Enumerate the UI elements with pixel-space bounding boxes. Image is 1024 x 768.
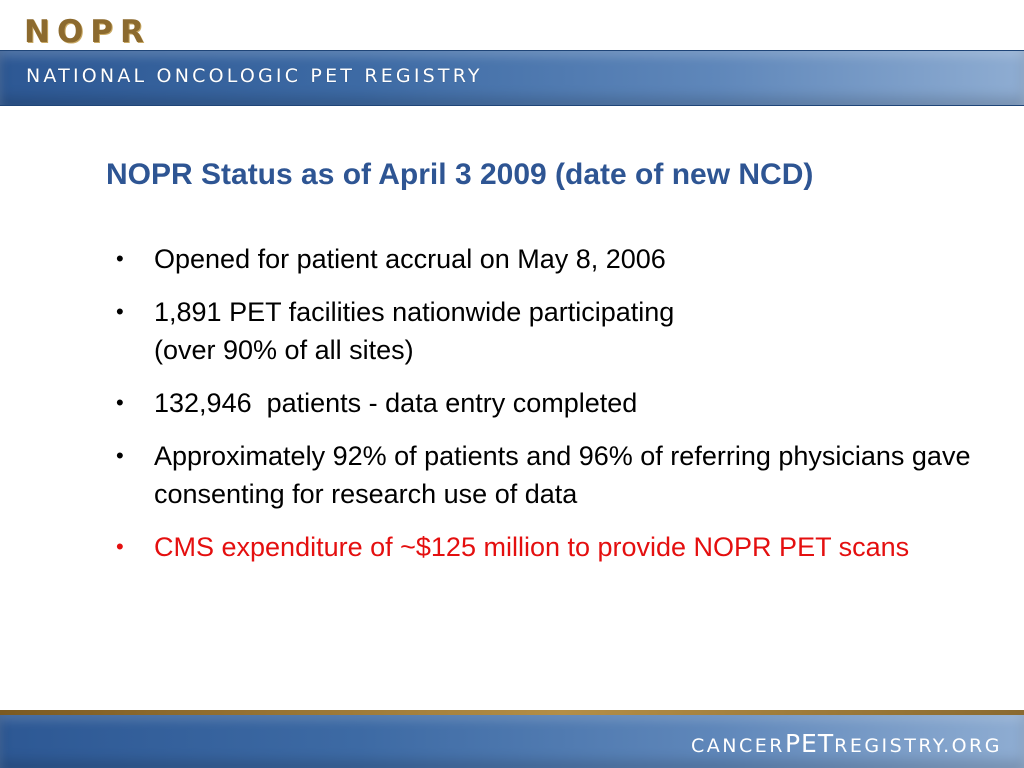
footer-banner <box>0 715 1024 768</box>
bullet-text: 132,946 patients - data entry completed <box>154 388 638 418</box>
bullet-list <box>112 240 992 581</box>
bullet-text: CMS expenditure of ~$125 million to provide NOPR PET scans <box>154 532 910 562</box>
bullet-item-accrual <box>112 240 992 278</box>
slide-title: NOPR Status as of April 3 2009 (date of new NCD) <box>106 158 814 191</box>
bullet-text: 1,891 PET facilities nationwide participating <box>154 297 675 327</box>
registry-name: NATIONAL ONCOLOGIC PET REGISTRY <box>26 65 483 87</box>
bullet-item-facilities <box>112 293 992 369</box>
bullet-icon: • <box>116 246 124 271</box>
bullet-subtext: (over 90% of all sites) <box>154 335 414 365</box>
nopr-logo: NOPR <box>24 14 151 50</box>
footer-url-accent: PET <box>784 729 835 758</box>
bullet-item-consent <box>112 437 992 513</box>
bullet-text: Approximately 92% of patients and 96% of referring physicians gave consenting for research use of data <box>154 441 971 509</box>
footer-url-suffix: REGISTRY.ORG <box>834 735 1002 757</box>
bullet-item-patients <box>112 384 992 422</box>
footer-url <box>691 729 1002 758</box>
bullet-icon: • <box>116 534 124 559</box>
bullet-item-cms-expenditure <box>112 528 992 566</box>
bullet-icon: • <box>116 299 124 324</box>
bullet-text: Opened for patient accrual on May 8, 2006 <box>154 244 666 274</box>
bullet-icon: • <box>116 443 124 468</box>
header-banner <box>0 50 1024 106</box>
bullet-icon: • <box>116 390 124 415</box>
footer-url-prefix: CANCER <box>691 735 785 757</box>
